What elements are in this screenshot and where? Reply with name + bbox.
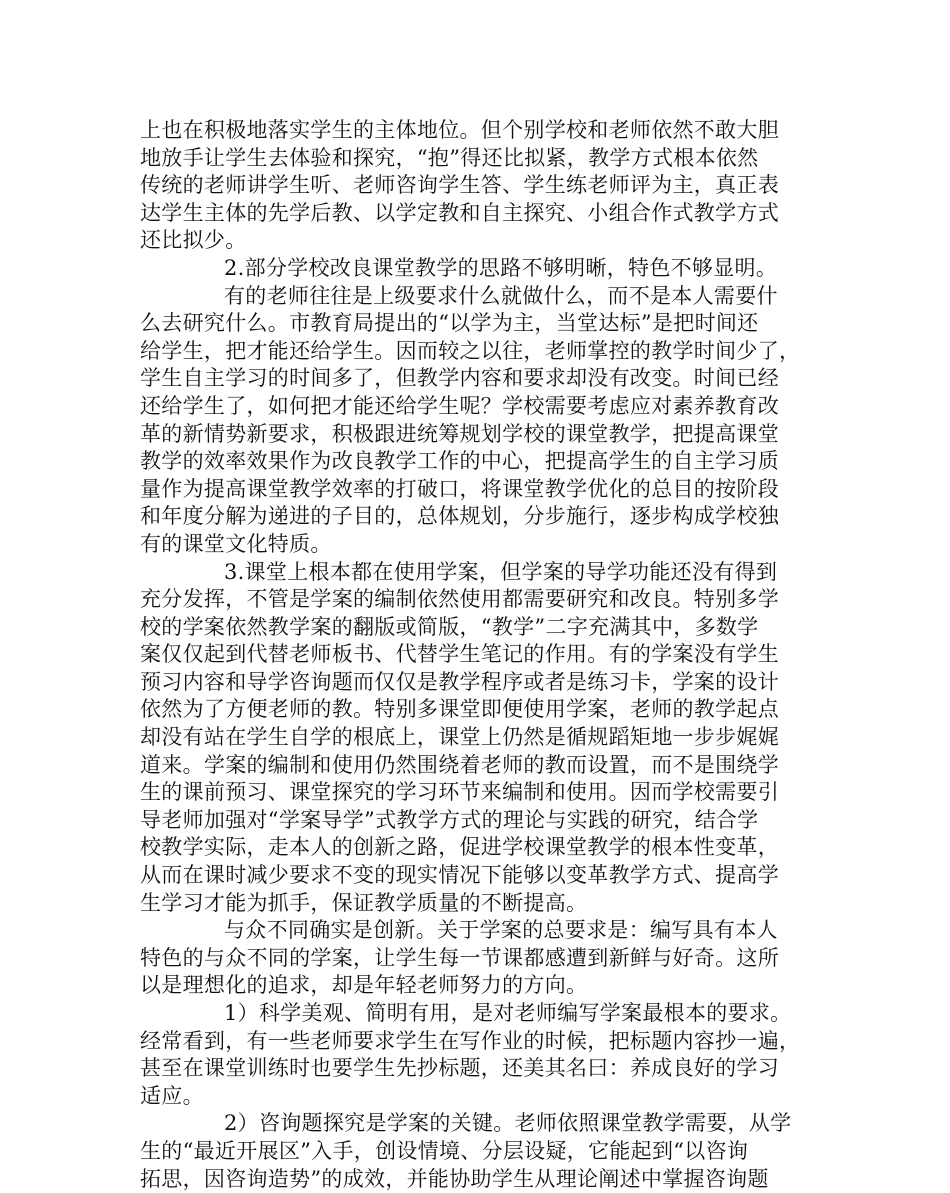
- text-line: 革的新情势新要求，积极跟进统筹规划学校的课堂教学，把提高课堂: [140, 421, 779, 446]
- text-line: 还给学生了，如何把才能还给学生呢？学校需要考虑应对素养教育改: [140, 393, 779, 418]
- text-line: 量作为提高课堂教学效率的打破口，将课堂教学优化的总目的按阶段: [140, 476, 779, 501]
- text-line: 与众不同确实是创新。关于学案的总要求是：编写具有本人: [224, 918, 778, 943]
- text-line: 么去研究什么。市教育局提出的“以学为主，当堂达标”是把时间还: [140, 311, 759, 336]
- text-line: 拓思，因咨询造势”的成效，并能协助学生从理论阐述中掌握咨询题: [140, 1166, 769, 1191]
- text-line: 导老师加强对“学案导学”式教学方式的理论与实践的研究，结合学: [140, 807, 759, 832]
- text-line: 案仅仅起到代替老师板书、代替学生笔记的作用。有的学案没有学生: [140, 642, 779, 667]
- text-line: 以是理想化的追求，却是年轻老师努力的方向。: [140, 973, 588, 998]
- text-line: 校的学案依然教学案的翻版或简版，“教学”二字充满其中，多数学: [140, 614, 759, 639]
- text-line: 充分发挥，不管是学案的编制依然使用都需要研究和改良。特别多学: [140, 587, 779, 612]
- text-line: 上也在积极地落实学生的主体地位。但个别学校和老师依然不敢大胆: [140, 118, 779, 142]
- text-line: 传统的老师讲学生听、老师咨询学生答、学生练老师评为主，真正表: [140, 173, 779, 198]
- text-line: 3.课堂上根本都在使用学案，但学案的导学功能还没有得到: [224, 559, 778, 584]
- text-line: 特色的与众不同的学案，让学生每一节课都感遭到新鲜与好奇。这所: [140, 945, 779, 970]
- text-line: 依然为了方便老师的教。特别多课堂即便使用学案，老师的教学起点: [140, 697, 779, 722]
- text-line: 从而在课时减少要求不变的现实情况下能够以变革教学方式、提高学: [140, 863, 779, 888]
- text-line: 有的课堂文化特质。: [140, 531, 332, 556]
- text-line: 1）科学美观、简明有用，是对老师编写学案最根本的要求。: [224, 1001, 792, 1025]
- text-line: 达学生主体的先学后教、以学定教和自主探究、小组合作式教学方式: [140, 200, 779, 225]
- text-line: 2）咨询题探究是学案的关键。老师依照课堂教学需要，从学: [224, 1111, 792, 1136]
- text-line: 适应。: [140, 1083, 204, 1108]
- text-line: 预习内容和导学咨询题而仅仅是教学程序或者是练习卡，学案的设计: [140, 669, 779, 694]
- text-line: 教学的效率效果作为改良教学工作的中心，把提高学生的自主学习质: [140, 449, 779, 474]
- text-line: 生学习才能为抓手，保证教学质量的不断提高。: [140, 890, 588, 915]
- text-line: 给学生，把才能还给学生。因而较之以往，老师掌控的教学时间少了，: [140, 338, 801, 363]
- text-line: 校教学实际，走本人的创新之路，促进学校课堂教学的根本性变革，: [140, 835, 779, 860]
- text-line: 甚至在课堂训练时也要学生先抄标题，还美其名曰：养成良好的学习: [140, 1056, 779, 1081]
- text-line: 经常看到，有一些老师要求学生在写作业的时候，把标题内容抄一遍，: [140, 1028, 801, 1053]
- text-line: 地放手让学生去体验和探究，“抱”得还比拟紧，教学方式根本依然: [140, 145, 759, 170]
- text-line: 生的“最近开展区”入手，创设情境、分层设疑，它能起到“以咨询: [140, 1138, 749, 1163]
- text-line: 和年度分解为递进的子目的，总体规划，分步施行，逐步构成学校独: [140, 504, 779, 529]
- document-page: [140, 117, 812, 1193]
- text-line: 却没有站在学生自学的根底上，课堂上仍然是循规蹈矩地一步步娓娓: [140, 725, 779, 750]
- text-line: 学生自主学习的时间多了，但教学内容和要求却没有改变。时间已经: [140, 366, 779, 391]
- text-line: 还比拟少。: [140, 228, 247, 253]
- text-line: 2.部分学校改良课堂教学的思路不够明晰，特色不够显明。: [224, 255, 778, 280]
- text-line: 有的老师往往是上级要求什么就做什么，而不是本人需要什: [224, 283, 778, 308]
- text-line: 道来。学案的编制和使用仍然围绕着老师的教而设置，而不是围绕学: [140, 752, 779, 777]
- text-line: 生的课前预习、课堂探究的学习环节来编制和使用。因而学校需要引: [140, 780, 779, 805]
